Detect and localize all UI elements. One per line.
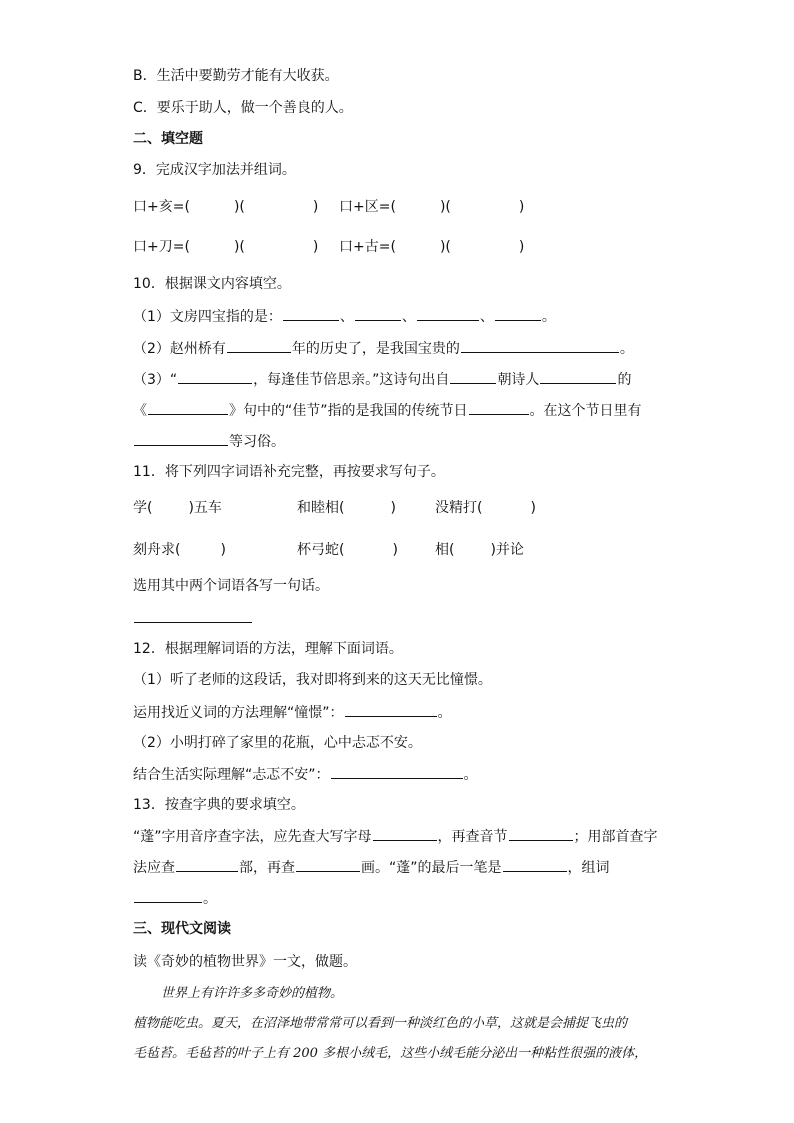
reading-paragraph-3: 毛毡苔。毛毡苔的叶子上有 200 多根小绒毛，这些小绒毛能分泌出一种粘性很强的液体， <box>133 1046 648 1061</box>
answer-blank[interactable] <box>450 369 496 384</box>
q9-stem: 9．完成汉字加法并组词。 <box>133 162 296 178</box>
answer-blank[interactable] <box>345 702 437 717</box>
q10-stem: 10．根据课文内容填空。 <box>133 276 291 292</box>
q13-line3: 。 <box>133 888 217 909</box>
reading-paragraph-1: 世界上有许许多多奇妙的植物。 <box>161 986 344 1001</box>
q10-part3-line2: 《 》句中的“佳节”指的是我国的传统节日 。在这个节日里有 <box>133 400 642 421</box>
section-heading-fill-in: 二、填空题 <box>133 131 203 147</box>
q9-item-c: 口+刀=( )( ) <box>133 239 319 255</box>
q13-stem: 13．按查字典的要求填空。 <box>133 797 305 813</box>
q9-item-a: 口+亥=( )( ) <box>133 199 319 215</box>
answer-blank[interactable] <box>540 369 616 384</box>
q12-stem: 12．根据理解词语的方法，理解下面词语。 <box>133 641 403 657</box>
q12-part1: （1）听了老师的这段话，我对即将到来的这天无比憧憬。 <box>133 672 492 688</box>
answer-blank[interactable] <box>296 857 360 872</box>
answer-blank[interactable] <box>178 369 252 384</box>
answer-blank[interactable] <box>134 888 202 903</box>
q10-part3-line3: 等习俗。 <box>133 431 285 452</box>
answer-blank[interactable] <box>283 306 339 321</box>
q10-part2: （2）赵州桥有 年的历史了，是我国宝贵的 。 <box>133 338 634 359</box>
q13-line1: “蓬”字用音序查字法，应先查大写字母 ，再查音节 ；用部首查字 <box>133 826 658 847</box>
q9-item-d: 口+古=( )( ) <box>339 239 525 255</box>
answer-blank[interactable] <box>134 431 228 446</box>
q11-word-3: 没精打( ) <box>435 500 536 516</box>
q8-option-c: C．要乐于助人，做一个善良的人。 <box>133 100 353 116</box>
answer-blank[interactable] <box>355 306 401 321</box>
q12-part2-question: 结合生活实际理解“忐忑不安”： 。 <box>133 764 478 785</box>
answer-blank[interactable] <box>509 826 573 841</box>
answer-blank[interactable] <box>461 338 619 353</box>
q11-word-5: 杯弓蛇( ) <box>297 542 398 558</box>
q10-part1: （1）文房四宝指的是： 、 、 、 。 <box>133 306 556 327</box>
q11-answer-line <box>133 608 253 629</box>
reading-paragraph-2: 植物能吃虫。夏天，在沼泽地带常常可以看到一种淡红色的小草，这就是会捕捉飞虫的 <box>133 1016 628 1031</box>
answer-blank[interactable] <box>417 306 479 321</box>
q11-stem: 11．将下列四字词语补充完整，再按要求写句子。 <box>133 464 445 480</box>
q10-part3-line1: （3）“ ，每逢佳节倍思亲。”这诗句出自 朝诗人 的 <box>133 369 631 390</box>
answer-blank[interactable] <box>134 608 252 623</box>
q11-word-4: 刻舟求( ) <box>133 542 226 558</box>
section-heading-reading: 三、现代文阅读 <box>133 921 231 937</box>
q11-word-1: 学( )五车 <box>133 500 222 516</box>
q12-part2: （2）小明打碎了家里的花瓶，心中忐忑不安。 <box>133 735 422 751</box>
q12-part1-question: 运用找近义词的方法理解“憧憬”： 。 <box>133 702 452 723</box>
reading-intro: 读《奇妙的植物世界》一文，做题。 <box>133 954 357 970</box>
answer-blank[interactable] <box>503 857 567 872</box>
answer-blank[interactable] <box>331 764 463 779</box>
answer-blank[interactable] <box>148 400 228 415</box>
q11-word-6: 相( )并论 <box>435 542 524 558</box>
q11-word-2: 和睦相( ) <box>297 500 396 516</box>
answer-blank[interactable] <box>176 857 238 872</box>
q9-item-b: 口+区=( )( ) <box>339 199 525 215</box>
answer-blank[interactable] <box>227 338 291 353</box>
answer-blank[interactable] <box>469 400 529 415</box>
q11-task: 选用其中两个词语各写一句话。 <box>133 578 329 594</box>
answer-blank[interactable] <box>373 826 437 841</box>
q13-line2: 法应查 部，再查 画。“蓬”的最后一笔是 ，组词 <box>133 857 610 878</box>
q8-option-b: B．生活中要勤劳才能有大收获。 <box>133 68 339 84</box>
answer-blank[interactable] <box>495 306 541 321</box>
